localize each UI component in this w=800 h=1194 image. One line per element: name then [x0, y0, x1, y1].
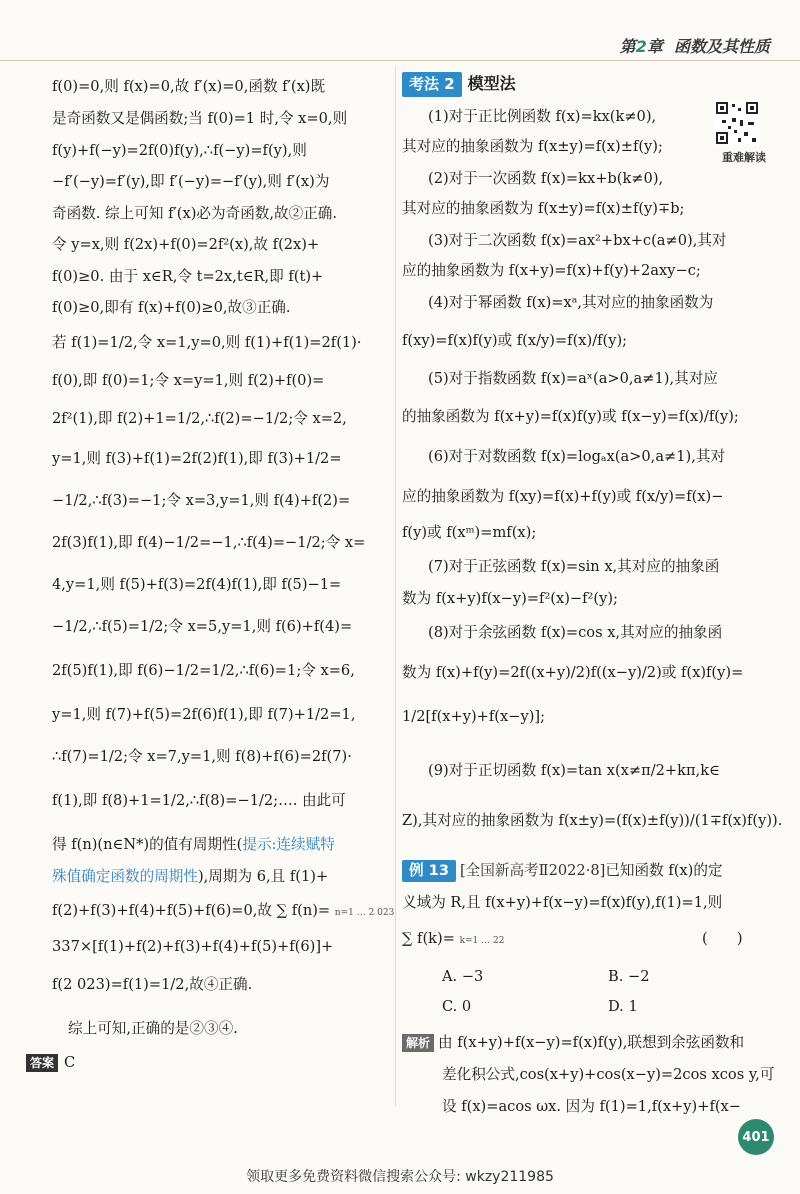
left-line: y=1,则 f(3)+f(1)=2f(2)f(1),即 f(3)+1/2= [52, 450, 342, 467]
page-number: 401 [738, 1119, 774, 1155]
conclusion: 综上可知,正确的是②③④. [68, 1020, 238, 1037]
left-line: ∴f(7)=1/2;令 x=7,y=1,则 f(8)+f(6)=2f(7)· [52, 748, 352, 765]
model-item: 1/2[f(x+y)+f(x−y)]; [402, 708, 546, 725]
left-line: 2f(3)f(1),即 f(4)−1/2=−1,∴f(4)=−1/2;令 x= [52, 534, 366, 551]
model-item: (9)对于正切函数 f(x)=tan x(x≠π/2+kπ,k∈ [428, 762, 720, 779]
model-item: 数为 f(x+y)f(x−y)=f²(x)−f²(y); [402, 590, 618, 607]
chapter-suffix: 章 [646, 37, 663, 56]
model-item: (8)对于余弦函数 f(x)=cos x,其对应的抽象函 [428, 624, 723, 641]
analysis-text: 由 f(x+y)+f(x−y)=f(x)f(y),联想到余弦函数和 [438, 1034, 745, 1051]
model-item: (6)对于对数函数 f(x)=logₐx(a>0,a≠1),其对 [428, 448, 726, 465]
option-b: B. −2 [608, 968, 650, 985]
left-line: 2f(5)f(1),即 f(6)−1/2=1/2,∴f(6)=1;令 x=6, [52, 662, 355, 679]
analysis-line-2: 差化积公式,cos(x+y)+cos(x−y)=2cos xcos y,可 [442, 1066, 775, 1083]
model-item: Z),其对应的抽象函数为 f(x±y)=(f(x)±f(y))/(1∓f(x)f(y)). [402, 812, 783, 829]
qr-code-icon[interactable] [714, 100, 760, 146]
analysis-tag: 解析 [402, 1034, 434, 1052]
chapter-title: 函数及其性质 [673, 37, 770, 56]
left-line: f(0),即 f(0)=1;令 x=y=1,则 f(2)+f(0)= [52, 372, 325, 389]
model-item: f(xy)=f(x)f(y)或 f(x/y)=f(x)/f(y); [402, 332, 628, 349]
example-line-2: 义域为 R,且 f(x+y)+f(x−y)=f(x)f(y),f(1)=1,则 [402, 894, 723, 911]
answer-blank: ( ) [702, 930, 743, 947]
model-item: (7)对于正弦函数 f(x)=sin x,其对应的抽象函 [428, 558, 720, 575]
answer-value: C [64, 1054, 76, 1071]
left-line: f(1),即 f(8)+1=1/2,∴f(8)=−1/2;…. 由此可 [52, 792, 346, 809]
left-line: 337×[f(1)+f(2)+f(3)+f(4)+f(5)+f(6)]+ [52, 938, 334, 955]
model-item: (3)对于二次函数 f(x)=ax²+bx+c(a≠0),其对 [428, 232, 727, 249]
option-c: C. 0 [442, 998, 472, 1015]
left-line: −1/2,∴f(5)=1/2;令 x=5,y=1,则 f(6)+f(4)= [52, 618, 353, 635]
option-d: D. 1 [608, 998, 638, 1015]
sum-line [52, 900, 394, 922]
left-line: y=1,则 f(7)+f(5)=2f(6)f(1),即 f(7)+1/2=1, [52, 706, 356, 723]
chapter-number: 2 [635, 37, 647, 56]
model-item: (4)对于幂函数 f(x)=xᵃ,其对应的抽象函数为 [428, 294, 714, 311]
chapter-prefix: 第 [619, 37, 636, 56]
left-line: −f′(−y)=f′(y),即 f′(−y)=−f′(y),则 f′(x)为 [52, 173, 330, 190]
left-line: 令 y=x,则 f(2x)+f(0)=2f²(x),故 f(2x)+ [52, 236, 320, 253]
model-item: 应的抽象函数为 f(xy)=f(x)+f(y)或 f(x/y)=f(x)− [402, 488, 724, 505]
answer-line [26, 1052, 75, 1074]
left-line: f(2 023)=f(1)=1/2,故④正确. [52, 976, 253, 993]
model-item: 其对应的抽象函数为 f(x±y)=f(x)±f(y)∓b; [402, 200, 685, 217]
option-a: A. −3 [442, 968, 484, 985]
footer-note: 领取更多免费资料微信搜索公众号: wkzy211985 [246, 1169, 554, 1185]
qr-caption: 重难解读 [722, 151, 766, 164]
left-line: f(0)≥0,即有 f(x)+f(0)≥0,故③正确. [52, 299, 291, 316]
header-rule [0, 60, 800, 61]
left-line: 奇函数. 综上可知 f′(x)必为奇函数,故②正确. [52, 205, 338, 222]
model-item: 应的抽象函数为 f(x+y)=f(x)+f(y)+2axy−c; [402, 262, 701, 279]
hint-text-2: 殊值确定函数的周期性 [52, 868, 198, 885]
model-item: f(y)或 f(xᵐ)=mf(x); [402, 524, 537, 541]
left-line: −1/2,∴f(3)=−1;令 x=3,y=1,则 f(4)+f(2)= [52, 492, 351, 509]
analysis-line-3: 设 f(x)=acos ωx. 因为 f(1)=1,f(x+y)+f(x− [442, 1098, 742, 1115]
sum-expression: f(2)+f(3)+f(4)+f(5)+f(6)=0,故 ∑ f(n)= [52, 902, 331, 919]
model-item: (1)对于正比例函数 f(x)=kx(k≠0), [428, 108, 657, 125]
hint-text: 提示:连续赋特 [242, 836, 335, 853]
method-tag: 考法 2 [402, 72, 462, 97]
period-text-2: ),周期为 6,且 f(1)+ [197, 868, 329, 885]
left-line: 若 f(1)=1/2,令 x=1,y=0,则 f(1)+f(1)=2f(1)· [52, 334, 362, 351]
model-item: 数为 f(x)+f(y)=2f((x+y)/2)f((x−y)/2)或 f(x)f(y)= [402, 664, 744, 681]
analysis-line-1 [402, 1032, 744, 1054]
left-line: f(0)≥0. 由于 x∈R,令 t=2x,t∈R,即 f(t)+ [52, 268, 324, 285]
chapter-heading [620, 34, 770, 57]
column-divider [395, 66, 396, 1106]
period-line-2 [52, 866, 328, 888]
period-line [52, 834, 335, 856]
example-question: 已知函数 f(x)的定 [605, 862, 723, 879]
answer-tag: 答案 [26, 1054, 58, 1072]
left-line: 是奇函数又是偶函数;当 f(0)=1 时,令 x=0,则 [52, 110, 348, 127]
question-sum-limits: k=1 … 22 [459, 936, 505, 946]
sum-limits: n=1 … 2 023 [334, 908, 395, 918]
left-line: 2f²(1),即 f(2)+1=1/2,∴f(2)=−1/2;令 x=2, [52, 410, 347, 427]
example-line-3 [402, 928, 762, 950]
example-source: [全国新高考Ⅱ2022·8] [459, 862, 606, 879]
model-item: (2)对于一次函数 f(x)=kx+b(k≠0), [428, 170, 664, 187]
left-line: f(0)=0,则 f(x)=0,故 f′(x)=0,函数 f′(x)既 [52, 78, 326, 95]
model-item: 的抽象函数为 f(x+y)=f(x)f(y)或 f(x−y)=f(x)/f(y); [402, 408, 739, 425]
model-item: (5)对于指数函数 f(x)=aˣ(a>0,a≠1),其对应 [428, 370, 718, 387]
left-line: f(y)+f(−y)=2f(0)f(y),∴f(−y)=f(y),则 [52, 142, 307, 159]
example-tag: 例 13 [402, 860, 456, 882]
method-name: 模型法 [467, 74, 516, 94]
model-item: 其对应的抽象函数为 f(x±y)=f(x)±f(y); [402, 138, 663, 155]
period-text: 得 f(n)(n∈N*)的值有周期性( [52, 836, 243, 853]
sum-question: ∑ f(k)= [402, 930, 455, 947]
left-line: 4,y=1,则 f(5)+f(3)=2f(4)f(1),即 f(5)−1= [52, 576, 342, 593]
method-heading [402, 72, 516, 97]
example-line-1 [402, 860, 723, 882]
